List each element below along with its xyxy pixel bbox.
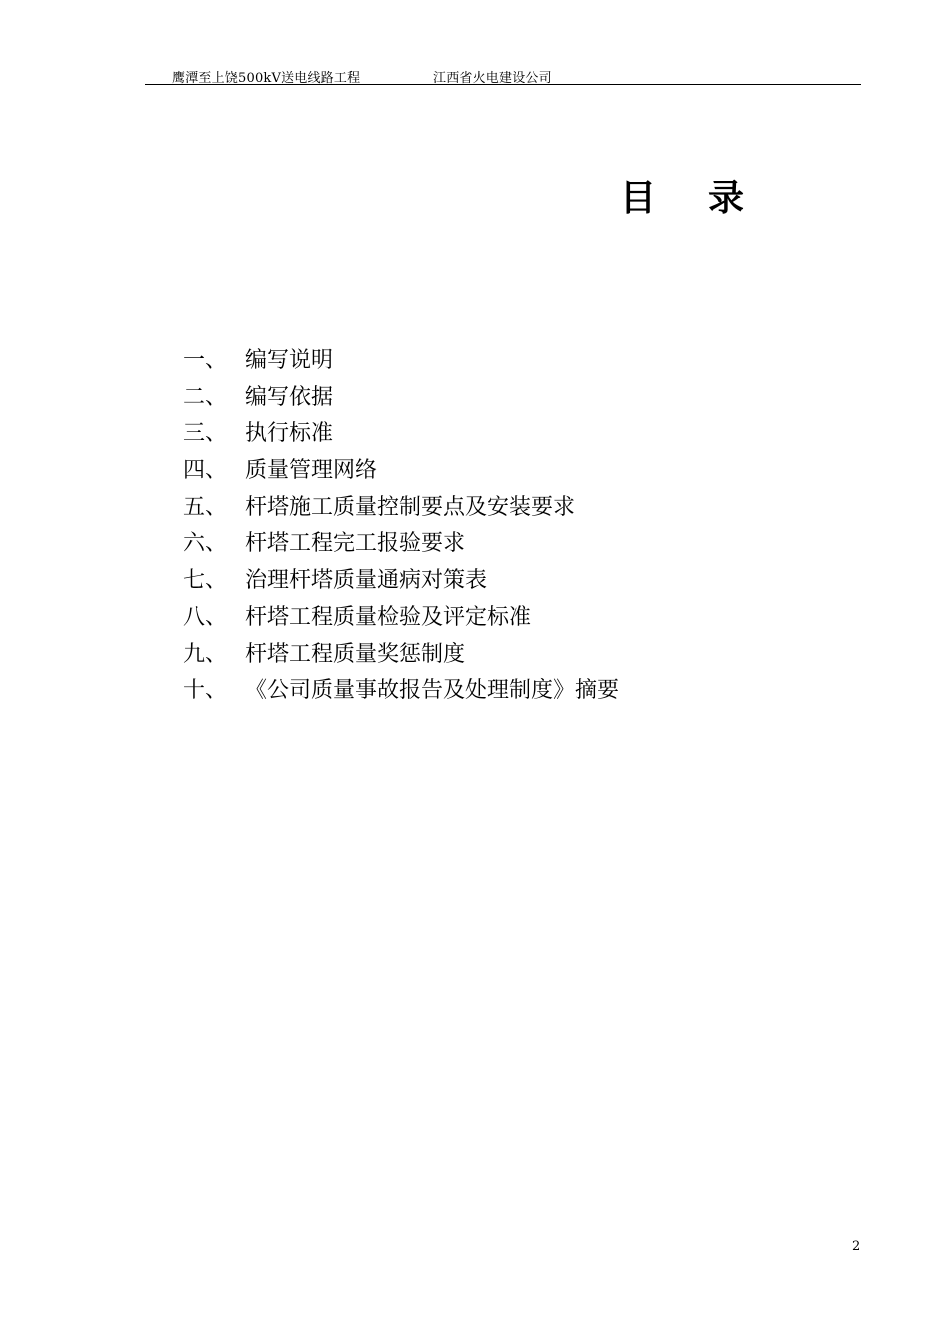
toc-item-label: 杆塔工程完工报验要求 [245,531,466,557]
toc-item [183,637,619,674]
toc-item [183,673,619,710]
toc-item [183,380,619,417]
toc-item [183,490,619,527]
page-header [145,62,861,85]
toc-item-number: 三、 [183,421,228,447]
toc-item-label: 编写依据 [245,384,334,410]
toc-list [183,343,619,710]
toc-item-number: 七、 [183,568,228,594]
toc-item-label: 质量管理网络 [245,458,378,484]
toc-item-label: 杆塔工程质量奖惩制度 [245,641,466,667]
toc-item-label: 杆塔工程质量检验及评定标准 [245,604,532,630]
toc-item-number: 二、 [183,384,228,410]
toc-item-number: 九、 [183,641,228,667]
toc-item-label: 执行标准 [245,421,334,447]
toc-item-number: 一、 [183,348,228,373]
toc-item-number: 六、 [183,531,228,557]
header-company-name: 江西省火电建设公司 [433,71,552,86]
toc-item-number: 四、 [183,458,228,484]
toc-item-number: 十、 [183,678,228,704]
page-number: 2 [852,1239,861,1254]
toc-item [183,343,619,380]
header-project-name: 鹰潭至上饶500kV送电线路工程 [172,71,361,86]
toc-item [183,416,619,453]
toc-item [183,453,619,490]
toc-item-label: 《公司质量事故报告及处理制度》摘要 [245,678,620,704]
toc-item-label: 杆塔施工质量控制要点及安装要求 [245,494,576,520]
toc-title: 目录 [620,177,797,219]
toc-item-label: 编写说明 [245,348,334,373]
toc-item [183,600,619,637]
toc-item [183,526,619,563]
toc-item-number: 八、 [183,604,228,630]
toc-item-label: 治理杆塔质量通病对策表 [245,568,488,594]
toc-item-number: 五、 [183,494,228,520]
toc-item [183,563,619,600]
